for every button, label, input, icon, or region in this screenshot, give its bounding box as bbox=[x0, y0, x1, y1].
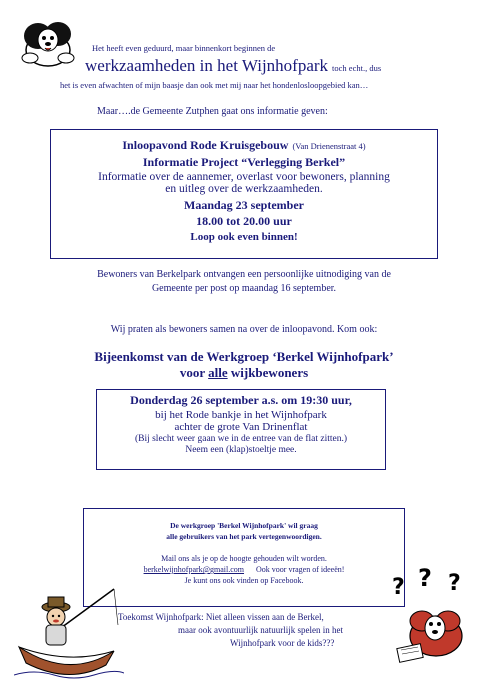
puzzled-dog-question-marks-icon bbox=[388, 566, 480, 666]
intro-line-1: Het heeft even geduurd, maar binnenkort beginnen de bbox=[92, 43, 276, 53]
residents-line-2: Gemeente per post op maandag 16 september. bbox=[151, 283, 337, 294]
footer-line-1: Toekomst Wijnhofpark: Niet alleen vissen aan de Berkel, bbox=[118, 612, 324, 622]
info-date: Maandag 23 september bbox=[184, 198, 304, 212]
discuss-line: Wij praten als bewoners samen na over de inloopavond. Kom ook: bbox=[110, 324, 378, 335]
svg-text:?: ? bbox=[448, 571, 461, 596]
meeting-subtitle-post: wijkbewoners bbox=[227, 365, 309, 380]
svg-text:?: ? bbox=[392, 575, 405, 600]
contact-line-4 bbox=[84, 565, 404, 574]
footer-text bbox=[118, 611, 398, 650]
residents-text bbox=[40, 268, 448, 296]
intro-headline-tail: toch echt., dus bbox=[332, 63, 382, 73]
intro-headline-row bbox=[85, 56, 381, 76]
dog-cartoon-icon bbox=[18, 14, 80, 70]
fisherman-cartoon-icon bbox=[14, 585, 124, 685]
meeting-heading bbox=[30, 349, 458, 381]
residents-line-1: Bewoners van Berkelpark ontvangen een persoonlijke uitnodiging van de bbox=[97, 269, 391, 280]
meeting-line-3: achter de grote Van Drinenflat bbox=[174, 421, 308, 433]
info-time: 18.00 tot 20.00 uur bbox=[196, 214, 292, 228]
info-title: Inloopavond Rode Kruisgebouw bbox=[122, 138, 289, 152]
meeting-line-4: (Bij slecht weer gaan we in de entree van de flat zitten.) bbox=[134, 434, 348, 444]
info-title-address: (Van Drienenstraat 4) bbox=[292, 141, 366, 151]
meeting-subtitle bbox=[30, 365, 458, 381]
meeting-subtitle-pre: voor bbox=[179, 365, 209, 380]
meeting-date: Donderdag 26 september a.s. om 19:30 uur, bbox=[130, 393, 352, 407]
info-cta: Loop ook even binnen! bbox=[190, 231, 298, 243]
svg-text:?: ? bbox=[418, 566, 432, 592]
contact-line-2: alle gebruikers van het park vertegenwoordigen. bbox=[166, 532, 322, 541]
footer-line-2: maar ook avontuurlijk natuurlijk spelen in het bbox=[178, 625, 343, 635]
intro-line-3: het is even afwachten of mijn baasje dan ook met mij naar het hondenlosloopgebied kan… bbox=[60, 80, 369, 90]
contact-email-link[interactable]: berkelwijnhofpark@gmail.com bbox=[143, 565, 245, 574]
meeting-subtitle-emphasis: alle bbox=[208, 365, 228, 380]
meeting-title: Bijeenkomst van de Werkgroep ‘Berkel Wijnhofpark’ bbox=[94, 349, 394, 364]
contact-line-5: Je kunt ons ook vinden op Facebook. bbox=[184, 576, 304, 585]
meeting-box bbox=[96, 389, 386, 470]
municipality-line: Maar….de Gemeente Zutphen gaat ons informatie geven: bbox=[97, 106, 328, 117]
contact-line-4-tail: Ook voor vragen of ideeën! bbox=[256, 565, 345, 574]
info-box bbox=[50, 129, 438, 259]
intro-headline: werkzaamheden in het Wijnhofpark bbox=[85, 56, 329, 75]
meeting-line-2: bij het Rode bankje in het Wijnhofpark bbox=[155, 409, 327, 421]
contact-line-3: Mail ons als je op de hoogte gehouden wilt worden. bbox=[161, 554, 327, 563]
info-subtitle: Informatie Project “Verlegging Berkel” bbox=[142, 155, 346, 169]
info-desc-1: Informatie over de aannemer, overlast voor bewoners, planning bbox=[98, 171, 390, 183]
info-desc-2: en uitleg over de werkzaamheden. bbox=[165, 183, 323, 195]
contact-box bbox=[83, 508, 405, 607]
meeting-line-5: Neem een (klap)stoeltje mee. bbox=[185, 445, 297, 455]
footer-line-3: Wijnhofpark voor de kids??? bbox=[230, 638, 335, 648]
contact-line-1: De werkgroep 'Berkel Wijnhofpark' wil graag bbox=[170, 521, 318, 530]
